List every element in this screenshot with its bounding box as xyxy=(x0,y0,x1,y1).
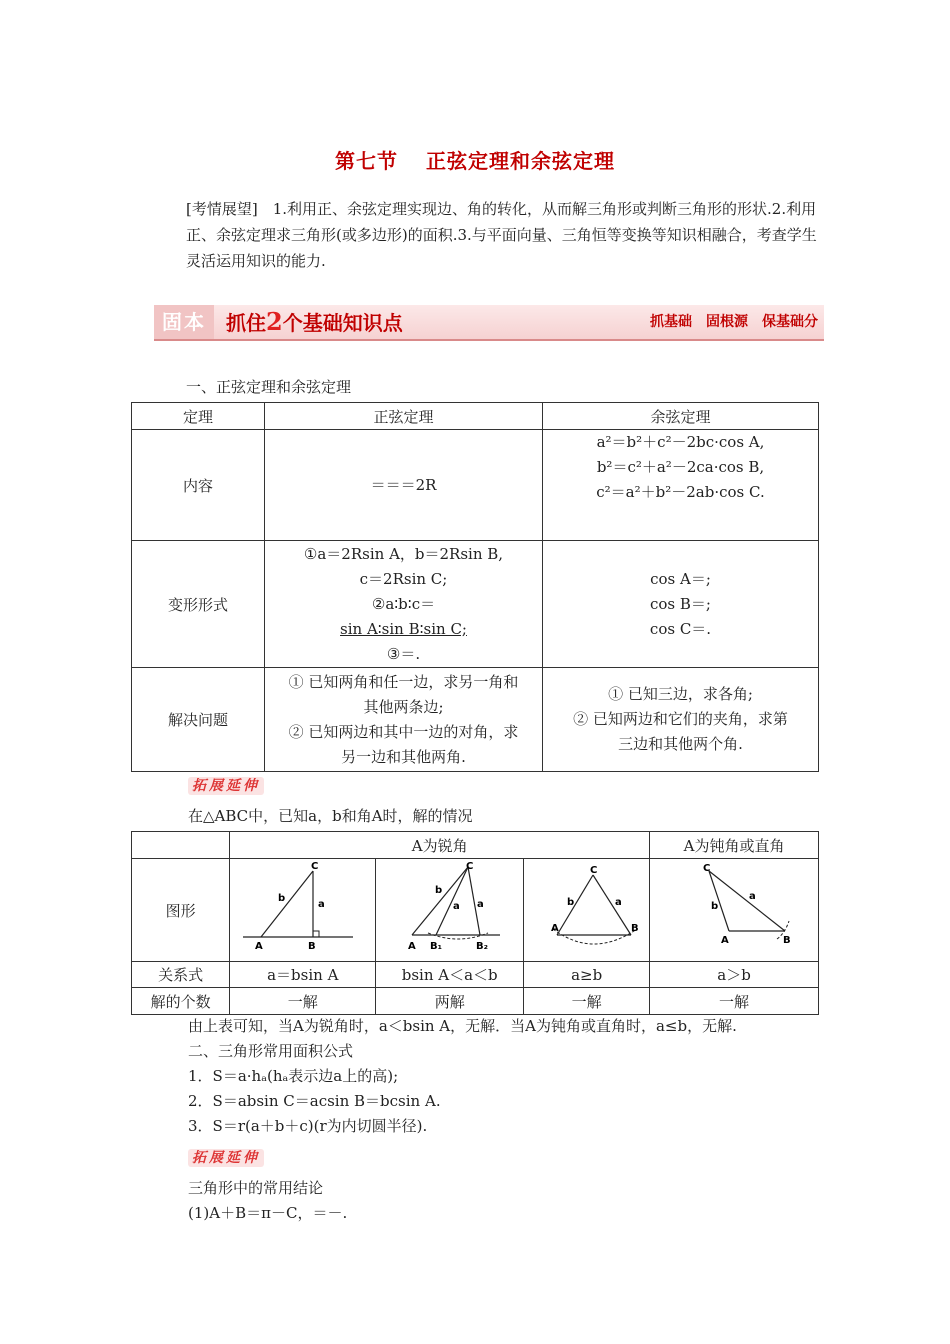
intro-paragraph: [考情展望] 1.利用正、余弦定理实现边、角的转化，从而解三角形或判断三角形的形状.2.利用正、余弦定理求三角形(或多边形)的面积.3.与平面向量、三角恒等变换等知识相融合，考查学生灵活运用知识的能力. xyxy=(186,200,817,270)
row-label-count: 解的个数 xyxy=(132,988,230,1015)
header-theorem: 定理 xyxy=(132,403,265,430)
count-3: 一解 xyxy=(524,988,650,1015)
cosine-content: a²＝b²＋c²－2bc·cos A, b²＝c²＋a²－2ca·cos B, c²＝a²＋b²－2ab·cos C. xyxy=(543,430,819,541)
section-number: 第七节 xyxy=(335,149,398,173)
row-label-forms: 变形形式 xyxy=(132,541,265,668)
relation-4: a＞b xyxy=(650,962,819,988)
svg-text:A: A xyxy=(254,941,263,952)
extension-text-2: 三角形中的常用结论 xyxy=(188,1179,324,1197)
row-label-relation: 关系式 xyxy=(132,962,230,988)
header-cosine: 余弦定理 xyxy=(543,403,819,430)
banner-subtitle: 抓基础 固根源 保基础分 xyxy=(650,314,818,330)
row-label-content: 内容 xyxy=(132,430,265,541)
formula-3: 3．S＝r(a＋b＋c)(r为内切圆半径). xyxy=(188,1117,428,1135)
svg-text:C: C xyxy=(703,863,711,874)
triangle-figure-3 xyxy=(527,859,647,957)
section-name: 正弦定理和余弦定理 xyxy=(426,149,615,173)
extension-label-1: 拓展延伸 xyxy=(188,775,264,795)
header-sine: 正弦定理 xyxy=(265,403,543,430)
svg-text:b: b xyxy=(566,897,574,908)
figure-a-ge-b xyxy=(524,859,650,962)
relation-3: a≥b xyxy=(524,962,650,988)
svg-text:a: a xyxy=(749,891,756,902)
solution-cases-table xyxy=(131,831,819,1015)
figure-two-solutions xyxy=(376,859,524,962)
sine-forms: ①a＝2Rsin A，b＝2Rsin B, c＝2Rsin C; ②a∶b∶c＝ sin A∶sin B∶sin C; ③＝. xyxy=(265,541,543,668)
cosine-problems: ① 已知三边，求各角; ② 已知两边和它们的夹角，求第 三边和其他两个角. xyxy=(543,668,819,772)
sine-problems: ① 已知两角和任一边，求另一角和 其他两条边; ② 已知两边和其中一边的对角，求 另一边和其他两角. xyxy=(265,668,543,772)
triangle-figure-1 xyxy=(233,859,373,957)
svg-text:C: C xyxy=(589,865,597,876)
cosine-forms: cos A＝; cos B＝; cos C＝. xyxy=(543,541,819,668)
extension-label-2: 拓展延伸 xyxy=(188,1147,264,1167)
section-heading-2: 二、三角形常用面积公式 xyxy=(188,1042,354,1060)
svg-text:B: B xyxy=(783,935,791,946)
page-title xyxy=(0,145,950,174)
theorem-table xyxy=(131,402,819,772)
triangle-figure-4 xyxy=(659,859,809,957)
header-obtuse: A为钝角或直角 xyxy=(650,832,819,859)
banner-tag: 固本 xyxy=(154,305,214,339)
svg-text:C: C xyxy=(310,861,319,872)
conclusion-text: 由上表可知，当A为锐角时，a＜bsin A，无解．当A为钝角或直角时，a≤b，无解. xyxy=(188,1017,737,1035)
svg-text:B: B xyxy=(307,941,316,952)
svg-text:B₁: B₁ xyxy=(429,941,442,952)
svg-text:A: A xyxy=(550,923,559,934)
figure-obtuse xyxy=(650,859,819,962)
svg-text:C: C xyxy=(465,861,474,872)
extension-item-1: (1)A＋B＝π－C，＝－. xyxy=(188,1204,348,1222)
svg-text:a: a xyxy=(317,899,325,910)
relation-2: bsin A＜a＜b xyxy=(376,962,524,988)
corner-cell xyxy=(132,832,230,859)
svg-text:b: b xyxy=(434,885,442,896)
svg-text:B: B xyxy=(630,923,639,934)
svg-text:a: a xyxy=(452,901,460,912)
row-label-problems: 解决问题 xyxy=(132,668,265,772)
header-acute: A为锐角 xyxy=(230,832,650,859)
svg-text:A: A xyxy=(407,941,416,952)
section-banner xyxy=(154,305,824,341)
svg-text:B₂: B₂ xyxy=(475,941,488,952)
count-4: 一解 xyxy=(650,988,819,1015)
figure-one-solution-height xyxy=(230,859,376,962)
banner-title: 抓住2个基础知识点 xyxy=(226,307,403,336)
svg-text:a: a xyxy=(476,899,484,910)
sine-content: ＝＝＝2R xyxy=(265,430,543,541)
formula-1: 1．S＝a·hₐ(hₐ表示边a上的高); xyxy=(188,1067,399,1085)
extension-text-1: 在△ABC中，已知a，b和角A时，解的情况 xyxy=(188,807,473,825)
svg-text:a: a xyxy=(614,897,622,908)
count-1: 一解 xyxy=(230,988,376,1015)
svg-text:b: b xyxy=(277,893,285,904)
count-2: 两解 xyxy=(376,988,524,1015)
row-label-figure: 图形 xyxy=(132,859,230,962)
svg-text:A: A xyxy=(721,935,729,946)
svg-text:b: b xyxy=(711,901,719,912)
section-heading-1: 一、正弦定理和余弦定理 xyxy=(186,378,352,396)
relation-1: a＝bsin A xyxy=(230,962,376,988)
formula-2: 2．S＝absin C＝acsin B＝bcsin A. xyxy=(188,1092,441,1110)
triangle-figure-2 xyxy=(380,859,520,957)
